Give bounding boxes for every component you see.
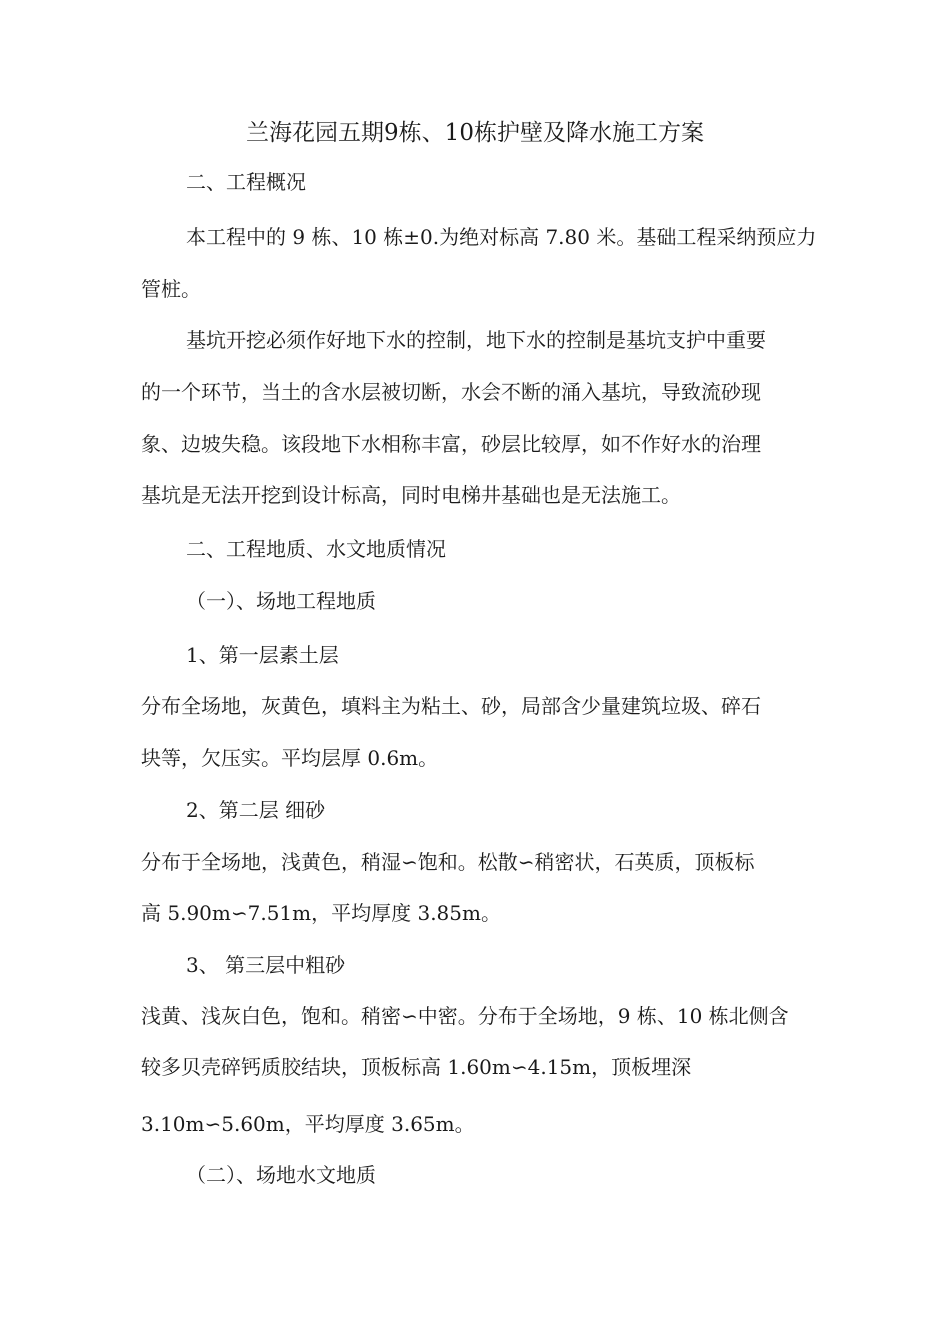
paragraph-line: 象、边坡失稳。该段地下水相称丰富，砂层比较厚，如不作好水的治理 (141, 432, 761, 456)
layer-heading: 1、第一层素土层 (186, 643, 339, 667)
paragraph-line: 基坑开挖必须作好地下水的控制，地下水的控制是基坑支护中重要 (186, 328, 766, 352)
paragraph-line: 基坑是无法开挖到设计标高，同时电梯井基础也是无法施工。 (141, 483, 681, 507)
subsection-heading: （二）、场地水文地质 (186, 1163, 376, 1187)
paragraph-line: 浅黄、浅灰白色，饱和。稍密∽中密。分布于全场地，9 栋、10 栋北侧含 (141, 1004, 789, 1028)
section-heading-geology: 二、工程地质、水文地质情况 (186, 537, 446, 561)
paragraph-line: 块等，欠压实。平均层厚 0.6m。 (141, 746, 439, 770)
paragraph-line: 本工程中的 9 栋、10 栋±0.为绝对标高 7.80 米。基础工程采纳预应力 (186, 225, 817, 249)
paragraph-line: 分布全场地，灰黄色，填料主为粘土、砂，局部含少量建筑垃圾、碎石 (141, 694, 761, 718)
subsection-heading: （一）、场地工程地质 (186, 589, 376, 613)
paragraph-line: 管桩。 (141, 277, 201, 301)
paragraph-line: 较多贝壳碎钙质胶结块，顶板标高 1.60m∽4.15m，顶板埋深 (141, 1055, 692, 1079)
paragraph-line: 分布于全场地，浅黄色，稍湿∽饱和。松散∽稍密状，石英质，顶板标 (141, 850, 755, 874)
section-heading-overview: 二、工程概况 (186, 170, 306, 194)
layer-heading: 2、第二层 细砂 (186, 798, 326, 822)
document-title: 兰海花园五期9栋、10栋护壁及降水施工方案 (246, 120, 704, 146)
paragraph-line: 的一个环节，当土的含水层被切断，水会不断的涌入基坑，导致流砂现 (141, 380, 761, 404)
paragraph-line: 高 5.90m∽7.51m，平均厚度 3.85m。 (141, 901, 501, 925)
layer-heading: 3、 第三层中粗砂 (186, 953, 346, 977)
paragraph-line: 3.10m∽5.60m，平均厚度 3.65m。 (141, 1112, 475, 1136)
